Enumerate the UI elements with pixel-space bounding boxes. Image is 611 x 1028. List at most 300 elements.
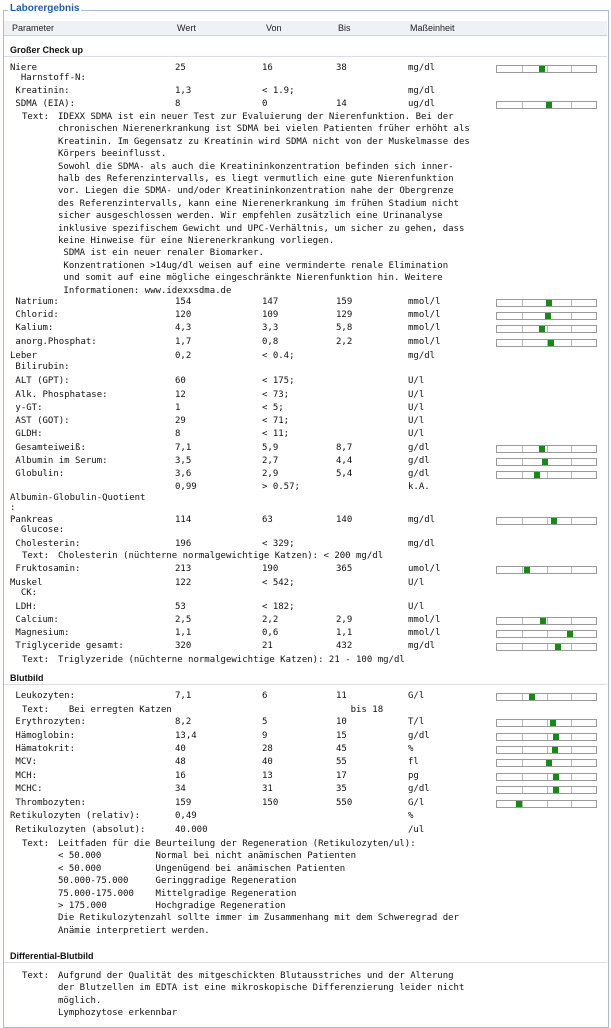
note-line: Cholesterin (nüchterne normalgewichtige Katzen): < 200 mg/dl [58, 551, 384, 561]
note-line: Konzentrationen >14ug/dl weisen auf eine verminderte renale Elimination [58, 260, 449, 271]
bar-tick [547, 801, 548, 807]
parameter-cell: Hämatokrit: [10, 744, 76, 754]
parameter-cell: Glucose: [10, 525, 65, 535]
parameter-cell: Calcium: [10, 615, 59, 625]
wert-cell: 213 [175, 564, 192, 574]
bis-cell: 35 [336, 784, 347, 794]
parameter-cell: Leber [10, 351, 38, 361]
wert-cell: 13,4 [175, 731, 197, 741]
wert-cell: 29 [175, 416, 186, 426]
bis-cell: 17 [336, 771, 347, 781]
reference-range-bar [496, 733, 597, 741]
unit-cell: mg/dl [408, 641, 436, 651]
parameter-cell: SDMA (EIA): [10, 99, 76, 109]
parameter-cell: y-GT: [10, 403, 43, 413]
wert-cell: 40.000 [175, 825, 208, 835]
wert-cell: 0,2 [175, 351, 192, 361]
bar-tick [571, 618, 572, 624]
reference-range-bar [496, 719, 597, 727]
wert-cell: 320 [175, 641, 192, 651]
unit-cell: % [408, 744, 414, 754]
wert-cell: 0,49 [175, 811, 197, 821]
reference-range-bar [496, 630, 597, 638]
column-masseinheit: Maßeinheit [410, 23, 455, 33]
von-cell: 40 [262, 757, 273, 767]
bar-tick [571, 734, 572, 740]
unit-cell: g/dl [408, 731, 430, 741]
section-divider [4, 684, 607, 685]
column-von: Von [266, 23, 282, 33]
reference-range-bar [496, 759, 597, 767]
von-cell: 31 [262, 784, 273, 794]
parameter-cell: : [10, 503, 16, 513]
note-line: Die Retikulozytenzahl sollte immer im Zusammenhang mit dem Schweregrad der [58, 913, 459, 924]
value-marker [546, 300, 552, 306]
bar-tick [522, 518, 523, 524]
unit-cell: U/l [408, 403, 425, 413]
value-marker [534, 472, 540, 478]
von-cell: 2,9 [262, 469, 279, 479]
bar-tick [522, 472, 523, 478]
note-line: Informationen: www.idexxsdma.de [58, 285, 232, 296]
bis-cell: 432 [336, 641, 353, 651]
bar-tick [571, 313, 572, 319]
bis-cell: 15 [336, 731, 347, 741]
note-line: Anämie interpretiert werden. [58, 925, 210, 936]
unit-cell: /ul [408, 825, 425, 835]
bar-tick [522, 446, 523, 452]
bis-cell: 5,4 [336, 469, 353, 479]
von-cell: < 0.4; [262, 351, 295, 361]
von-cell: 3,3 [262, 323, 279, 333]
wert-cell: 8 [175, 99, 181, 109]
reference-range-bar [496, 339, 597, 347]
note-line: möglich. [58, 995, 102, 1006]
unit-cell: g/dl [408, 456, 430, 466]
parameter-cell: GLDH: [10, 429, 43, 439]
bar-tick [571, 787, 572, 793]
note-line: Triglyzeride (nüchterne normalgewichtige Katzen): 21 - 100 mg/dl [58, 655, 405, 665]
bis-cell: 14 [336, 99, 347, 109]
parameter-cell: Retikulozyten (relativ): [10, 811, 141, 821]
von-cell: < 73; [262, 390, 290, 400]
parameter-cell: Natrium: [10, 297, 59, 307]
note-line: vor. Liegen die SDMA- und/oder Kreatininkonzentration nahe der Obergrenze [58, 186, 454, 197]
unit-cell: g/dl [408, 443, 430, 453]
bis-cell: 38 [336, 63, 347, 73]
unit-cell: fl [408, 757, 419, 767]
note-label: Text: [22, 655, 50, 665]
wert-cell: 3,6 [175, 469, 192, 479]
parameter-cell: Niere [10, 63, 38, 73]
unit-cell: mmol/l [408, 297, 441, 307]
note-line: Bei erregten Katzen bis 18 [58, 705, 384, 715]
wert-cell: 120 [175, 310, 192, 320]
von-cell: 109 [262, 310, 279, 320]
parameter-cell: Harnstoff-N: [10, 73, 86, 83]
bar-tick [571, 720, 572, 726]
unit-cell: umol/l [408, 564, 441, 574]
parameter-cell: Hämoglobin: [10, 731, 76, 741]
wert-cell: 48 [175, 757, 186, 767]
bar-tick [547, 694, 548, 700]
bis-cell: 159 [336, 297, 353, 307]
parameter-cell: Bilirubin: [10, 362, 70, 372]
parameter-cell: CK: [10, 588, 38, 598]
note-line: 50.000-75.000 Geringgradige Regeneration [58, 876, 297, 887]
von-cell: 0,8 [262, 337, 279, 347]
bis-cell: 45 [336, 744, 347, 754]
wert-cell: 0,99 [175, 482, 197, 492]
reference-range-bar [496, 458, 597, 466]
note-line: halb des Referenzintervalls, es liegt vermutlich eine gute Nierenfunktion [58, 174, 454, 184]
value-marker [539, 446, 545, 452]
value-marker [542, 459, 548, 465]
bar-tick [547, 644, 548, 650]
bar-tick [571, 774, 572, 780]
unit-cell: k.A. [408, 482, 430, 492]
note-label: Text: [22, 551, 50, 561]
unit-cell: mg/dl [408, 515, 436, 525]
value-marker [551, 518, 557, 524]
value-marker [555, 644, 561, 650]
bis-cell: 129 [336, 310, 353, 320]
von-cell: 190 [262, 564, 279, 574]
bar-tick [571, 102, 572, 108]
reference-range-bar [496, 746, 597, 754]
wert-cell: 8,2 [175, 717, 192, 727]
von-cell: 2,7 [262, 456, 279, 466]
von-cell: > 0.57; [262, 482, 300, 492]
bis-cell: 8,7 [336, 443, 353, 453]
wert-cell: 2,5 [175, 615, 192, 625]
wert-cell: 1,1 [175, 628, 192, 638]
bar-tick [571, 801, 572, 807]
reference-range-bar [496, 773, 597, 781]
note-line: IDEXX SDMA ist ein neuer Test zur Evaluierung der Nierenfunktion. Bei der [58, 112, 454, 122]
bar-tick [522, 787, 523, 793]
bar-tick [522, 644, 523, 650]
von-cell: 5,9 [262, 443, 279, 453]
parameter-cell: MCHC: [10, 784, 43, 794]
reference-range-bar [496, 445, 597, 453]
bar-tick [522, 567, 523, 573]
bar-tick [522, 774, 523, 780]
parameter-cell: AST (GOT): [10, 416, 70, 426]
note-label: Text: [22, 705, 50, 715]
value-marker [553, 774, 559, 780]
wert-cell: 7,1 [175, 691, 192, 701]
parameter-cell: Cholesterin: [10, 539, 81, 549]
von-cell: 2,2 [262, 615, 279, 625]
bis-cell: 1,1 [336, 628, 353, 638]
note-line: und somit auf eine mögliche eingeschränkte Nierenfunktion hin. Weitere [58, 273, 443, 284]
von-cell: 21 [262, 641, 273, 651]
wert-cell: 40 [175, 744, 186, 754]
bar-tick [522, 459, 523, 465]
bis-cell: 2,9 [336, 615, 353, 625]
wert-cell: 154 [175, 297, 192, 307]
bar-tick [571, 472, 572, 478]
value-marker [524, 567, 530, 573]
parameter-cell: Alk. Phosphatase: [10, 390, 108, 400]
unit-cell: mmol/l [408, 615, 441, 625]
wert-cell: 7,1 [175, 443, 192, 453]
von-cell: 5 [262, 717, 268, 727]
wert-cell: 16 [175, 771, 186, 781]
unit-cell: mmol/l [408, 323, 441, 333]
bar-tick [522, 734, 523, 740]
parameter-cell: Erythrozyten: [10, 717, 86, 727]
wert-cell: 1,3 [175, 86, 192, 96]
note-line: Leitfaden für die Beurteilung der Regeneration (Retikulozyten/ul): [58, 839, 416, 849]
unit-cell: g/dl [408, 784, 430, 794]
von-cell: 147 [262, 297, 279, 307]
bis-cell: 4,4 [336, 456, 353, 466]
wert-cell: 1 [175, 403, 181, 413]
bis-cell: 140 [336, 515, 353, 525]
bar-tick [522, 760, 523, 766]
parameter-cell: Gesamteiweiß: [10, 443, 86, 453]
bar-tick [571, 66, 572, 72]
von-cell: < 542; [262, 578, 295, 588]
bar-tick [571, 326, 572, 332]
bar-tick [571, 567, 572, 573]
note-line: Lymphozytose erkennbar [58, 1008, 178, 1019]
wert-cell: 60 [175, 376, 186, 386]
parameter-cell: Pankreas [10, 515, 54, 525]
unit-cell: T/l [408, 717, 425, 727]
parameter-cell: Retikulozyten (absolut): [10, 825, 146, 835]
von-cell: 9 [262, 731, 268, 741]
bar-tick [571, 518, 572, 524]
bar-tick [522, 694, 523, 700]
von-cell: 16 [262, 63, 273, 73]
von-cell: 13 [262, 771, 273, 781]
bis-cell: 55 [336, 757, 347, 767]
note-line: SDMA ist ein neuer renaler Biomarker. [58, 248, 264, 259]
von-cell: 28 [262, 744, 273, 754]
wert-cell: 122 [175, 578, 192, 588]
bar-tick [547, 774, 548, 780]
value-marker [546, 760, 552, 766]
parameter-cell: Triglyceride gesamt: [10, 641, 124, 651]
von-cell: 6 [262, 691, 268, 701]
note-line: > 175.000 Hochgradige Regeneration [58, 901, 286, 911]
section-divider [4, 56, 607, 57]
column-bis: Bis [338, 23, 351, 33]
parameter-cell: Chlorid: [10, 310, 59, 320]
bar-tick [571, 459, 572, 465]
wert-cell: 114 [175, 515, 192, 525]
wert-cell: 3,5 [175, 456, 192, 466]
bar-tick [571, 300, 572, 306]
reference-range-bar [496, 101, 597, 109]
von-cell: < 11; [262, 429, 290, 439]
reference-range-bar [496, 325, 597, 333]
parameter-cell: Magnesium: [10, 628, 70, 638]
parameter-cell: LDH: [10, 602, 38, 612]
note-line: Kreatinin. Im Gegensatz zu Kreatinin wird SDMA nicht von der Muskelmasse des [58, 136, 470, 147]
bar-tick [522, 631, 523, 637]
bar-tick [522, 618, 523, 624]
bis-cell: 550 [336, 798, 353, 808]
section-title: Großer Check up [10, 45, 84, 55]
value-marker [540, 618, 546, 624]
unit-cell: mg/dl [408, 86, 436, 96]
parameter-cell: ALT (GPT): [10, 376, 70, 386]
parameter-cell: MCH: [10, 771, 38, 781]
reference-range-bar [496, 693, 597, 701]
reference-range-bar [496, 312, 597, 320]
bar-tick [547, 518, 548, 524]
column-parameter: Parameter [12, 23, 55, 33]
reference-range-bar [496, 566, 597, 574]
bar-tick [522, 340, 523, 346]
bar-tick [522, 326, 523, 332]
parameter-cell: Albumin im Serum: [10, 456, 108, 466]
value-marker [552, 747, 558, 753]
bar-tick [571, 446, 572, 452]
reference-range-bar [496, 299, 597, 307]
bar-tick [547, 631, 548, 637]
von-cell: 63 [262, 515, 273, 525]
column-wert: Wert [177, 23, 196, 33]
unit-cell: mg/dl [408, 351, 436, 361]
unit-cell: mg/dl [408, 63, 436, 73]
unit-cell: ug/dl [408, 99, 436, 109]
reference-range-bar [496, 471, 597, 479]
value-marker [516, 801, 522, 807]
parameter-cell: Thrombozyten: [10, 798, 86, 808]
value-marker [553, 734, 559, 740]
panel-title: Laborergebnis [10, 3, 80, 14]
note-label: Text: [22, 971, 50, 981]
wert-cell: 12 [175, 390, 186, 400]
unit-cell: G/l [408, 691, 425, 701]
bis-cell: 11 [336, 691, 347, 701]
bar-tick [547, 618, 548, 624]
note-line: Aufgrund der Qualität des mitgeschickten Blutausstriches und der Alterung [58, 971, 454, 981]
value-marker [550, 720, 556, 726]
bar-tick [547, 472, 548, 478]
bar-tick [571, 760, 572, 766]
reference-range-bar [496, 65, 597, 73]
wert-cell: 34 [175, 784, 186, 794]
note-line: < 50.000 Normal bei nicht anämischen Patienten [58, 851, 357, 862]
unit-cell: U/l [408, 376, 425, 386]
bar-tick [547, 747, 548, 753]
parameter-cell: MCV: [10, 757, 38, 767]
reference-range-bar [496, 517, 597, 525]
section-title: Differential-Blutbild [10, 951, 94, 961]
parameter-cell: Globulin: [10, 469, 65, 479]
bar-tick [522, 747, 523, 753]
bar-tick [522, 313, 523, 319]
bar-tick [522, 102, 523, 108]
parameter-cell: Leukozyten: [10, 691, 76, 701]
unit-cell: U/l [408, 602, 425, 612]
note-label: Text: [22, 112, 50, 122]
bar-tick [571, 694, 572, 700]
note-line: Sowohl die SDMA- als auch die Kreatininkonzentration befinden sich inner- [58, 161, 454, 172]
unit-cell: U/l [408, 578, 425, 588]
note-line: keine Hinweise für eine Nierenerkrankung vorliegen. [58, 236, 335, 246]
bar-tick [547, 446, 548, 452]
value-marker [548, 340, 554, 346]
bar-tick [571, 340, 572, 346]
von-cell: < 71; [262, 416, 290, 426]
unit-cell: pg [408, 771, 419, 781]
parameter-cell: Muskel [10, 578, 43, 588]
value-marker [567, 631, 573, 637]
parameter-cell: Fruktosamin: [10, 564, 81, 574]
bar-tick [547, 567, 548, 573]
note-line: chronischen Nierenerkrankung ist SDMA bei vielen Patienten früher erhöht als [58, 124, 470, 135]
reference-range-bar [496, 800, 597, 808]
von-cell: < 5; [262, 403, 284, 413]
bar-tick [522, 720, 523, 726]
wert-cell: 8 [175, 429, 181, 439]
unit-cell: U/l [408, 416, 425, 426]
note-line: Körpers beeinflusst. [58, 149, 167, 160]
von-cell: 150 [262, 798, 279, 808]
wert-cell: 53 [175, 602, 186, 612]
wert-cell: 159 [175, 798, 192, 808]
bar-tick [547, 326, 548, 332]
reference-range-bar [496, 786, 597, 794]
unit-cell: mg/dl [408, 539, 436, 549]
von-cell: 0 [262, 99, 268, 109]
note-label: Text: [22, 839, 50, 849]
note-line: 75.000-175.000 Mittelgradige Regeneration [58, 888, 297, 899]
note-line: inklusive spezifischem Gewicht und UPC-Verhältnis, um sicher zu gehen, dass [58, 223, 465, 234]
note-line: sicher ausgeschlossen werden. Wir empfehlen zusätzlich eine Urinanalyse [58, 211, 443, 222]
unit-cell: U/l [408, 429, 425, 439]
value-marker [553, 787, 559, 793]
parameter-cell: Kreatinin: [10, 86, 70, 96]
bar-tick [547, 66, 548, 72]
wert-cell: 1,7 [175, 337, 192, 347]
bar-tick [522, 66, 523, 72]
note-line: des Referenzintervalls, kann eine Nierenerkrankung im frühen Stadium nicht [58, 198, 459, 209]
unit-cell: G/l [408, 798, 425, 808]
von-cell: < 182; [262, 602, 295, 612]
bar-tick [547, 734, 548, 740]
value-marker [545, 313, 551, 319]
note-line: < 50.000 Ungenügend bei anämischen Patienten [58, 863, 346, 874]
bis-cell: 2,2 [336, 337, 353, 347]
bar-tick [522, 300, 523, 306]
parameter-cell: anorg.Phosphat: [10, 337, 97, 347]
reference-range-bar [496, 617, 597, 625]
bis-cell: 365 [336, 564, 353, 574]
reference-range-bar [496, 643, 597, 651]
von-cell: 0,6 [262, 628, 279, 638]
section-title: Blutbild [10, 673, 44, 683]
bar-tick [571, 644, 572, 650]
wert-cell: 4,3 [175, 323, 192, 333]
von-cell: < 329; [262, 539, 295, 549]
wert-cell: 196 [175, 539, 192, 549]
unit-cell: % [408, 811, 414, 821]
parameter-cell: Kalium: [10, 323, 54, 333]
bis-cell: 10 [336, 717, 347, 727]
von-cell: < 1.9; [262, 86, 295, 96]
bar-tick [571, 747, 572, 753]
value-marker [539, 66, 545, 72]
unit-cell: mmol/l [408, 337, 441, 347]
